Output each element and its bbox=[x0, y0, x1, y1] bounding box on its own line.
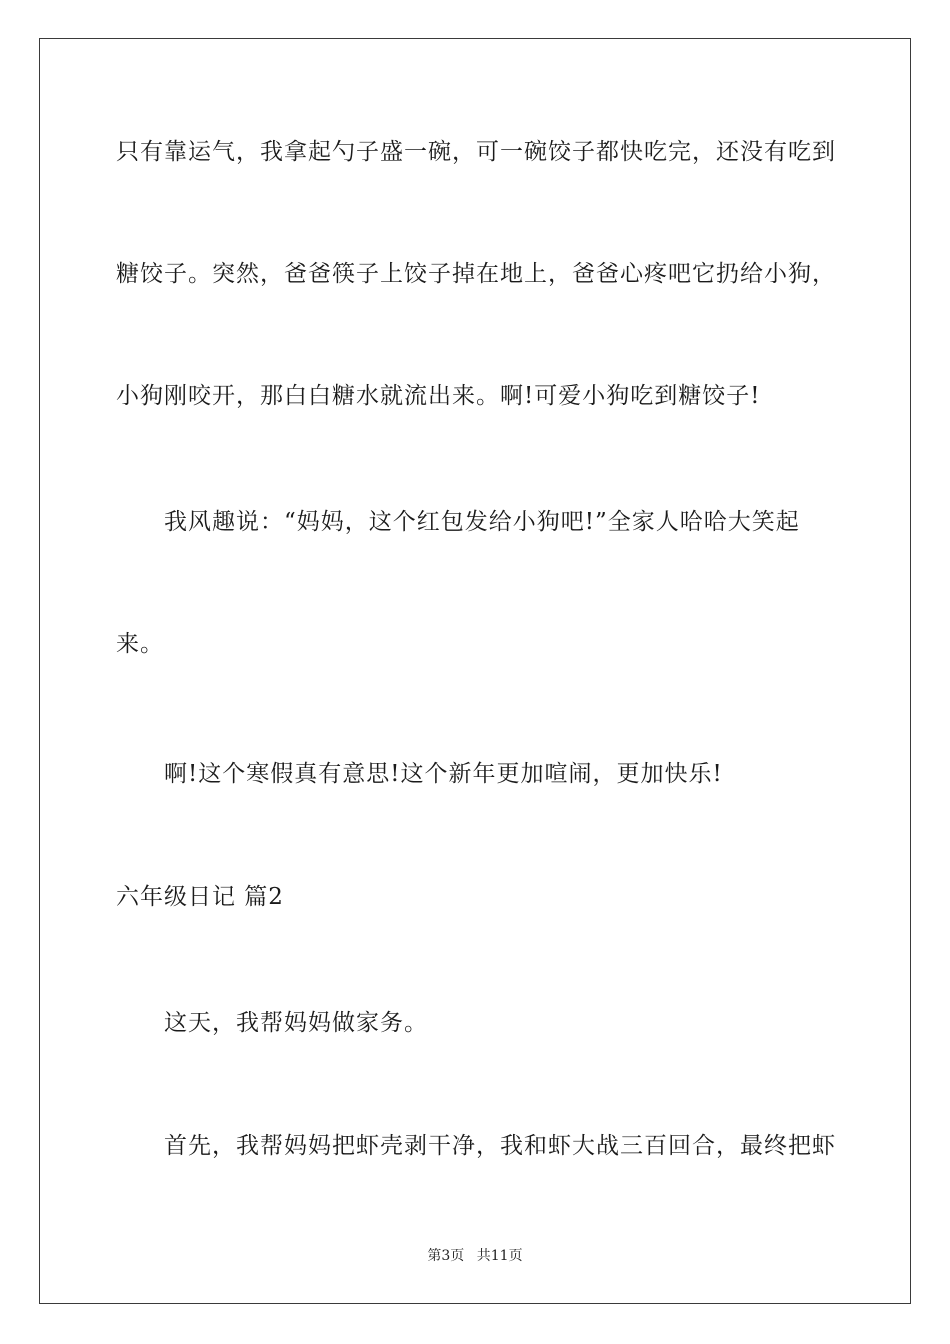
paragraph-line: 糖饺子。突然，爸爸筷子上饺子掉在地上，爸爸心疼吧它扔给小狗， bbox=[116, 261, 836, 287]
page-footer bbox=[0, 1246, 950, 1266]
paragraph-line: 啊!这个寒假真有意思!这个新年更加喧闹，更加快乐! bbox=[164, 761, 723, 787]
paragraph-line: 首先，我帮妈妈把虾壳剥干净，我和虾大战三百回合，最终把虾 bbox=[164, 1133, 836, 1159]
page-border bbox=[39, 38, 911, 1304]
page-number: 第3页 bbox=[427, 1248, 465, 1264]
paragraph-line: 只有靠运气，我拿起勺子盛一碗，可一碗饺子都快吃完，还没有吃到 bbox=[116, 139, 836, 165]
paragraph-line: 小狗刚咬开，那白白糖水就流出来。啊!可爱小狗吃到糖饺子! bbox=[116, 383, 761, 409]
paragraph-line: 来。 bbox=[116, 631, 164, 657]
section-heading: 六年级日记 篇2 bbox=[116, 884, 284, 910]
page-total: 共11页 bbox=[476, 1248, 523, 1264]
paragraph-line: 这天，我帮妈妈做家务。 bbox=[164, 1010, 428, 1036]
paragraph-line: 我风趣说：“妈妈，这个红包发给小狗吧!”全家人哈哈大笑起 bbox=[164, 509, 800, 535]
